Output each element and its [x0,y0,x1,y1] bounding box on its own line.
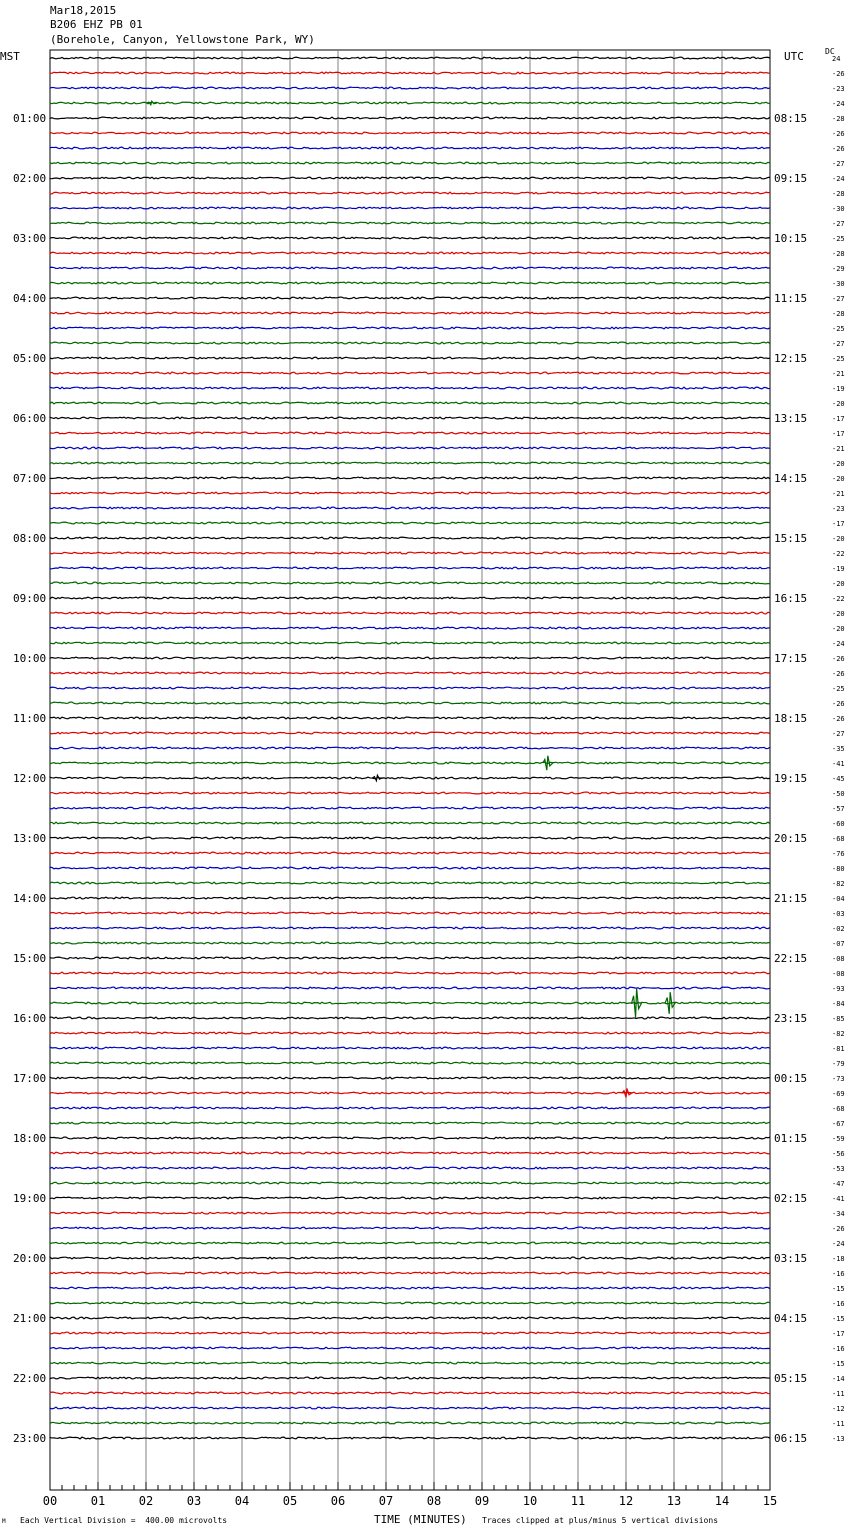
dc-offset-label: -17 [832,520,845,528]
trace-row-19 [50,342,770,344]
right-hour-label: 09:15 [774,172,808,185]
trace-row-59 [50,942,770,944]
x-tick-label: 09 [474,1494,490,1508]
dc-offset-label: -68 [832,1105,845,1113]
trace-row-4 [50,117,770,119]
x-axis-label: TIME (MINUTES) [374,1513,467,1526]
trace-row-20 [50,357,770,359]
right-hour-label: 21:15 [774,892,808,905]
left-hour-label: 21:00 [13,1312,47,1325]
trace-row-42 [50,687,770,689]
dc-offset-label: -21 [832,370,845,378]
trace-row-54 [50,867,770,869]
trace-row-57 [50,912,770,914]
trace-row-3 [50,102,770,104]
left-hour-label: 18:00 [13,1132,47,1145]
left-hour-label: 10:00 [13,652,47,665]
dc-offset-label: -19 [832,385,845,393]
dc-offset-label: -82 [832,1030,845,1038]
dc-offset-label: -03 [832,910,845,918]
dc-offset-label: -53 [832,1165,845,1173]
dc-offset-label: -28 [832,310,845,318]
dc-offset-label: -23 [832,505,845,513]
x-tick-label: 05 [282,1494,298,1508]
x-tick-label: 02 [138,1494,154,1508]
dc-offset-label: -82 [832,880,845,888]
trace-row-71 [50,1122,770,1124]
dc-offset-label: -16 [832,1270,845,1278]
dc-offset-label: -80 [832,865,845,873]
right-hour-label: 08:15 [774,112,808,125]
dc-offset-label: -16 [832,1345,845,1353]
dc-offset-label: -41 [832,760,845,768]
left-hour-label: 01:00 [13,112,47,125]
dc-offset-label: -28 [832,190,845,198]
dc-offset-label: -27 [832,730,845,738]
dc-offset-label: -20 [832,610,845,618]
trace-row-8 [50,177,770,179]
dc-offset-label: -27 [832,160,845,168]
trace-row-50 [50,807,770,809]
right-hour-label: 13:15 [774,412,808,425]
trace-row-5 [50,132,770,134]
trace-row-47 [50,762,770,764]
dc-offset-label: -26 [832,145,845,153]
dc-offset-label: -67 [832,1120,845,1128]
trace-row-65 [50,1032,770,1034]
left-hour-label: 17:00 [13,1072,47,1085]
left-hour-label: 13:00 [13,832,47,845]
trace-row-10 [50,207,770,209]
trace-row-92 [50,1437,770,1439]
dc-offset-label: -08 [832,970,845,978]
trace-row-32 [50,537,770,539]
left-hour-label: 04:00 [13,292,47,305]
trace-row-49 [50,792,770,794]
dc-offset-label: -26 [832,1225,845,1233]
dc-offset-label: -27 [832,295,845,303]
left-hour-label: 19:00 [13,1192,47,1205]
x-tick-label: 04 [234,1494,250,1508]
dc-offset-label: -17 [832,1330,845,1338]
dc-offset-label: -25 [832,355,845,363]
dc-offset-label: -26 [832,70,845,78]
trace-row-44 [50,717,770,719]
dc-offset-label: -30 [832,205,845,213]
corner-mark: M [2,1518,6,1525]
trace-row-13 [50,252,770,254]
dc-offset-label: -25 [832,685,845,693]
trace-row-68 [50,1077,770,1079]
dc-offset-label: -11 [832,1420,845,1428]
trace-row-72 [50,1137,770,1139]
trace-row-17 [50,312,770,314]
dc-offset-label: -34 [832,1210,845,1218]
right-hour-label: 12:15 [774,352,808,365]
trace-row-37 [50,612,770,614]
dc-offset-label: -20 [832,535,845,543]
trace-row-25 [50,432,770,434]
x-tick-label: 13 [666,1494,682,1508]
trace-row-63 [50,1002,770,1004]
left-hour-label: 22:00 [13,1372,47,1385]
trace-row-52 [50,837,770,839]
trace-row-41 [50,672,770,674]
trace-row-9 [50,192,770,194]
trace-row-31 [50,522,770,524]
left-hour-label: 23:00 [13,1432,47,1445]
right-hour-label: 19:15 [774,772,808,785]
left-hour-label: 15:00 [13,952,47,965]
dc-offset-label: -27 [832,340,845,348]
dc-offset-label: -47 [832,1180,845,1188]
dc-offset-label: -19 [832,565,845,573]
left-hour-label: 06:00 [13,412,47,425]
trace-row-86 [50,1347,770,1349]
left-hour-label: 14:00 [13,892,47,905]
dc-offset-label: 24 [832,55,841,63]
x-tick-label: 12 [618,1494,634,1508]
trace-row-64 [50,1017,770,1019]
dc-offset-label: -26 [832,670,845,678]
header-date: Mar18,2015 [50,4,117,17]
dc-offset-label: -81 [832,1045,845,1053]
trace-row-23 [50,402,770,404]
right-hour-label: 16:15 [774,592,808,605]
dc-offset-label: -21 [832,445,845,453]
right-hour-label: 15:15 [774,532,808,545]
trace-row-43 [50,702,770,704]
trace-row-80 [50,1257,770,1259]
trace-row-87 [50,1362,770,1364]
dc-offset-label: -08 [832,955,845,963]
trace-row-69 [50,1092,770,1094]
trace-row-74 [50,1167,770,1169]
trace-row-24 [50,417,770,419]
trace-row-55 [50,882,770,884]
dc-offset-label: -20 [832,475,845,483]
trace-row-22 [50,387,770,389]
dc-offset-label: -56 [832,1150,845,1158]
trace-row-26 [50,447,770,449]
trace-row-6 [50,147,770,149]
header-location: (Borehole, Canyon, Yellowstone Park, WY) [50,33,315,46]
dc-offset-label: -25 [832,235,845,243]
x-tick-label: 03 [186,1494,202,1508]
trace-row-82 [50,1287,770,1289]
trace-row-0 [50,57,770,59]
right-hour-label: 20:15 [774,832,808,845]
trace-row-66 [50,1047,770,1049]
trace-row-62 [50,987,770,989]
trace-row-1 [50,72,770,74]
dc-offset-label: -02 [832,925,845,933]
dc-offset-label: -15 [832,1285,845,1293]
trace-row-91 [50,1422,770,1424]
trace-row-16 [50,297,770,299]
dc-offset-label: -26 [832,715,845,723]
left-hour-label: 03:00 [13,232,47,245]
right-hour-label: 02:15 [774,1192,808,1205]
left-hour-label: 12:00 [13,772,47,785]
dc-offset-label: -21 [832,490,845,498]
dc-offset-label: -22 [832,550,845,558]
trace-row-60 [50,957,770,959]
trace-row-90 [50,1407,770,1409]
right-hour-label: 22:15 [774,952,808,965]
left-hour-label: 05:00 [13,352,47,365]
dc-offset-label: -84 [832,1000,845,1008]
dc-offset-label: -79 [832,1060,845,1068]
trace-row-81 [50,1272,770,1274]
dc-offset-label: -15 [832,1315,845,1323]
trace-row-2 [50,87,770,89]
dc-offset-label: -24 [832,175,845,183]
trace-row-76 [50,1197,770,1199]
x-tick-label: 08 [426,1494,442,1508]
trace-row-7 [50,162,770,164]
trace-row-85 [50,1332,770,1334]
dc-offset-label: -26 [832,130,845,138]
dc-offset-label: -45 [832,775,845,783]
right-hour-label: 01:15 [774,1132,808,1145]
trace-row-78 [50,1227,770,1229]
dc-offset-label: -76 [832,850,845,858]
x-tick-label: 10 [522,1494,538,1508]
x-tick-label: 00 [42,1494,58,1508]
trace-row-61 [50,972,770,974]
trace-row-67 [50,1062,770,1064]
dc-offset-label: -20 [832,460,845,468]
left-hour-label: 07:00 [13,472,47,485]
left-hour-label: 09:00 [13,592,47,605]
dc-offset-label: -35 [832,745,845,753]
dc-offset-label: -20 [832,400,845,408]
right-hour-label: 18:15 [774,712,808,725]
trace-row-48 [50,777,770,779]
left-hour-label: 11:00 [13,712,47,725]
dc-offset-label: -18 [832,1255,845,1263]
trace-row-84 [50,1317,770,1319]
dc-offset-label: -93 [832,985,845,993]
dc-offset-label: -15 [832,1360,845,1368]
dc-offset-label: -57 [832,805,845,813]
trace-row-29 [50,492,770,494]
left-hour-label: 16:00 [13,1012,47,1025]
dc-offset-label: -04 [832,895,845,903]
dc-offset-label: -27 [832,220,845,228]
dc-offset-label: -26 [832,655,845,663]
dc-offset-label: -16 [832,1300,845,1308]
right-hour-label: 00:15 [774,1072,808,1085]
trace-row-70 [50,1107,770,1109]
right-hour-label: 04:15 [774,1312,808,1325]
trace-row-58 [50,927,770,929]
trace-row-77 [50,1212,770,1214]
dc-offset-label: -07 [832,940,845,948]
trace-row-28 [50,477,770,479]
trace-row-51 [50,822,770,824]
dc-label: DC [825,47,835,56]
trace-row-56 [50,897,770,899]
dc-offset-label: -25 [832,325,845,333]
trace-row-11 [50,222,770,224]
right-hour-label: 10:15 [774,232,808,245]
dc-offset-label: -29 [832,265,845,273]
left-hour-label: 08:00 [13,532,47,545]
dc-offset-label: -14 [832,1375,845,1383]
trace-row-30 [50,507,770,509]
right-timezone-label: UTC [784,50,804,63]
dc-offset-label: -17 [832,430,845,438]
dc-offset-label: -28 [832,115,845,123]
trace-row-33 [50,552,770,554]
trace-row-40 [50,657,770,659]
dc-offset-label: -13 [832,1435,845,1443]
trace-row-21 [50,372,770,374]
trace-row-53 [50,852,770,854]
header-station: B206 EHZ PB 01 [50,18,143,31]
right-hour-label: 23:15 [774,1012,808,1025]
trace-row-35 [50,582,770,584]
right-hour-label: 14:15 [774,472,808,485]
dc-offset-label: -24 [832,1240,845,1248]
x-tick-label: 15 [762,1494,778,1508]
trace-row-79 [50,1242,770,1244]
x-tick-label: 06 [330,1494,346,1508]
trace-row-45 [50,732,770,734]
left-timezone-label: MST [0,50,20,63]
dc-offset-label: -12 [832,1405,845,1413]
dc-offset-label: -17 [832,415,845,423]
dc-offset-label: -28 [832,250,845,258]
trace-row-34 [50,567,770,569]
x-tick-label: 01 [90,1494,106,1508]
dc-offset-label: -60 [832,820,845,828]
dc-offset-label: -59 [832,1135,845,1143]
trace-row-14 [50,267,770,269]
clip-note: Traces clipped at plus/minus 5 vertical divisions [482,1516,719,1525]
trace-row-83 [50,1302,770,1304]
dc-offset-label: -26 [832,700,845,708]
trace-row-27 [50,462,770,464]
dc-offset-label: -23 [832,85,845,93]
dc-offset-label: -30 [832,280,845,288]
dc-offset-label: -22 [832,595,845,603]
dc-offset-label: -20 [832,580,845,588]
x-tick-label: 07 [378,1494,394,1508]
trace-row-12 [50,237,770,239]
trace-row-73 [50,1152,770,1154]
left-hour-label: 20:00 [13,1252,47,1265]
dc-offset-label: -20 [832,625,845,633]
x-tick-label: 11 [570,1494,586,1508]
trace-row-18 [50,327,770,329]
trace-row-38 [50,627,770,629]
dc-offset-label: -69 [832,1090,845,1098]
left-hour-label: 02:00 [13,172,47,185]
dc-offset-label: -85 [832,1015,845,1023]
dc-offset-label: -68 [832,835,845,843]
trace-row-15 [50,282,770,284]
right-hour-label: 03:15 [774,1252,808,1265]
right-hour-label: 05:15 [774,1372,808,1385]
dc-offset-label: -24 [832,640,845,648]
right-hour-label: 06:15 [774,1432,808,1445]
trace-row-39 [50,642,770,644]
dc-offset-label: -73 [832,1075,845,1083]
scale-note: Each Vertical Division = 400.00 microvolts [20,1516,228,1525]
trace-row-89 [50,1392,770,1394]
right-hour-label: 17:15 [774,652,808,665]
trace-row-88 [50,1377,770,1379]
trace-row-36 [50,597,770,599]
dc-offset-label: -50 [832,790,845,798]
dc-offset-label: -24 [832,100,845,108]
x-tick-label: 14 [714,1494,730,1508]
trace-row-75 [50,1182,770,1184]
trace-row-46 [50,747,770,749]
right-hour-label: 11:15 [774,292,808,305]
dc-offset-label: -41 [832,1195,845,1203]
dc-offset-label: -11 [832,1390,845,1398]
